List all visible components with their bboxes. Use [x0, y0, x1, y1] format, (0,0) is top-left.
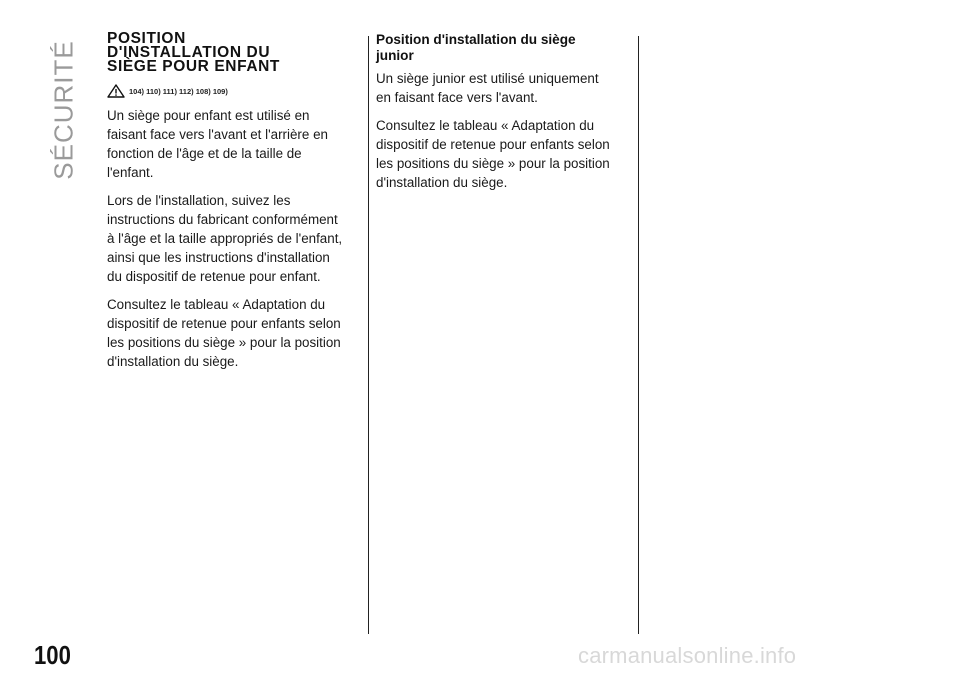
warning-references — [107, 84, 359, 98]
paragraph-3: Consultez le tableau « Adaptation du dispositif de retenue pour enfants selon les positions du siège » pour la position d'installation du siège. — [107, 297, 341, 369]
page-number: 100 — [34, 640, 71, 670]
column-divider-2 — [638, 36, 639, 634]
middle-column — [376, 32, 632, 201]
warning-reference-numbers: 104) 110) 111) 112) 108) 109) — [129, 86, 228, 96]
subsection-heading: Position d'installation du siège junior — [376, 32, 576, 63]
section-side-title-text: SÉCURITÉ — [48, 40, 79, 180]
left-column — [107, 32, 359, 380]
paragraph-2: Lors de l'installation, suivez les instructions du fabricant conformément à l'âge et la taille appropriés de l'enfant, ainsi que les instructions d'installation du dispositif de retenue pour enfant. — [107, 193, 343, 284]
watermark: carmanualsonline.info — [578, 643, 797, 668]
paragraph-1: Un siège pour enfant est utilisé en faisant face vers l'avant et l'arrière en fonction de l'âge et de la taille de l'enfant. — [107, 108, 328, 180]
section-side-title — [44, 30, 84, 190]
warning-triangle-icon — [107, 84, 125, 98]
paragraph-4: Un siège junior est utilisé uniquement en faisant face vers l'avant. — [376, 71, 599, 105]
column-divider-1 — [368, 36, 369, 634]
paragraph-5: Consultez le tableau « Adaptation du dispositif de retenue pour enfants selon les positions du siège » pour la position d'installation du siège. — [376, 118, 610, 190]
section-heading: POSITION D'INSTALLATION DU SIÈGE POUR ENFANT — [107, 30, 280, 75]
